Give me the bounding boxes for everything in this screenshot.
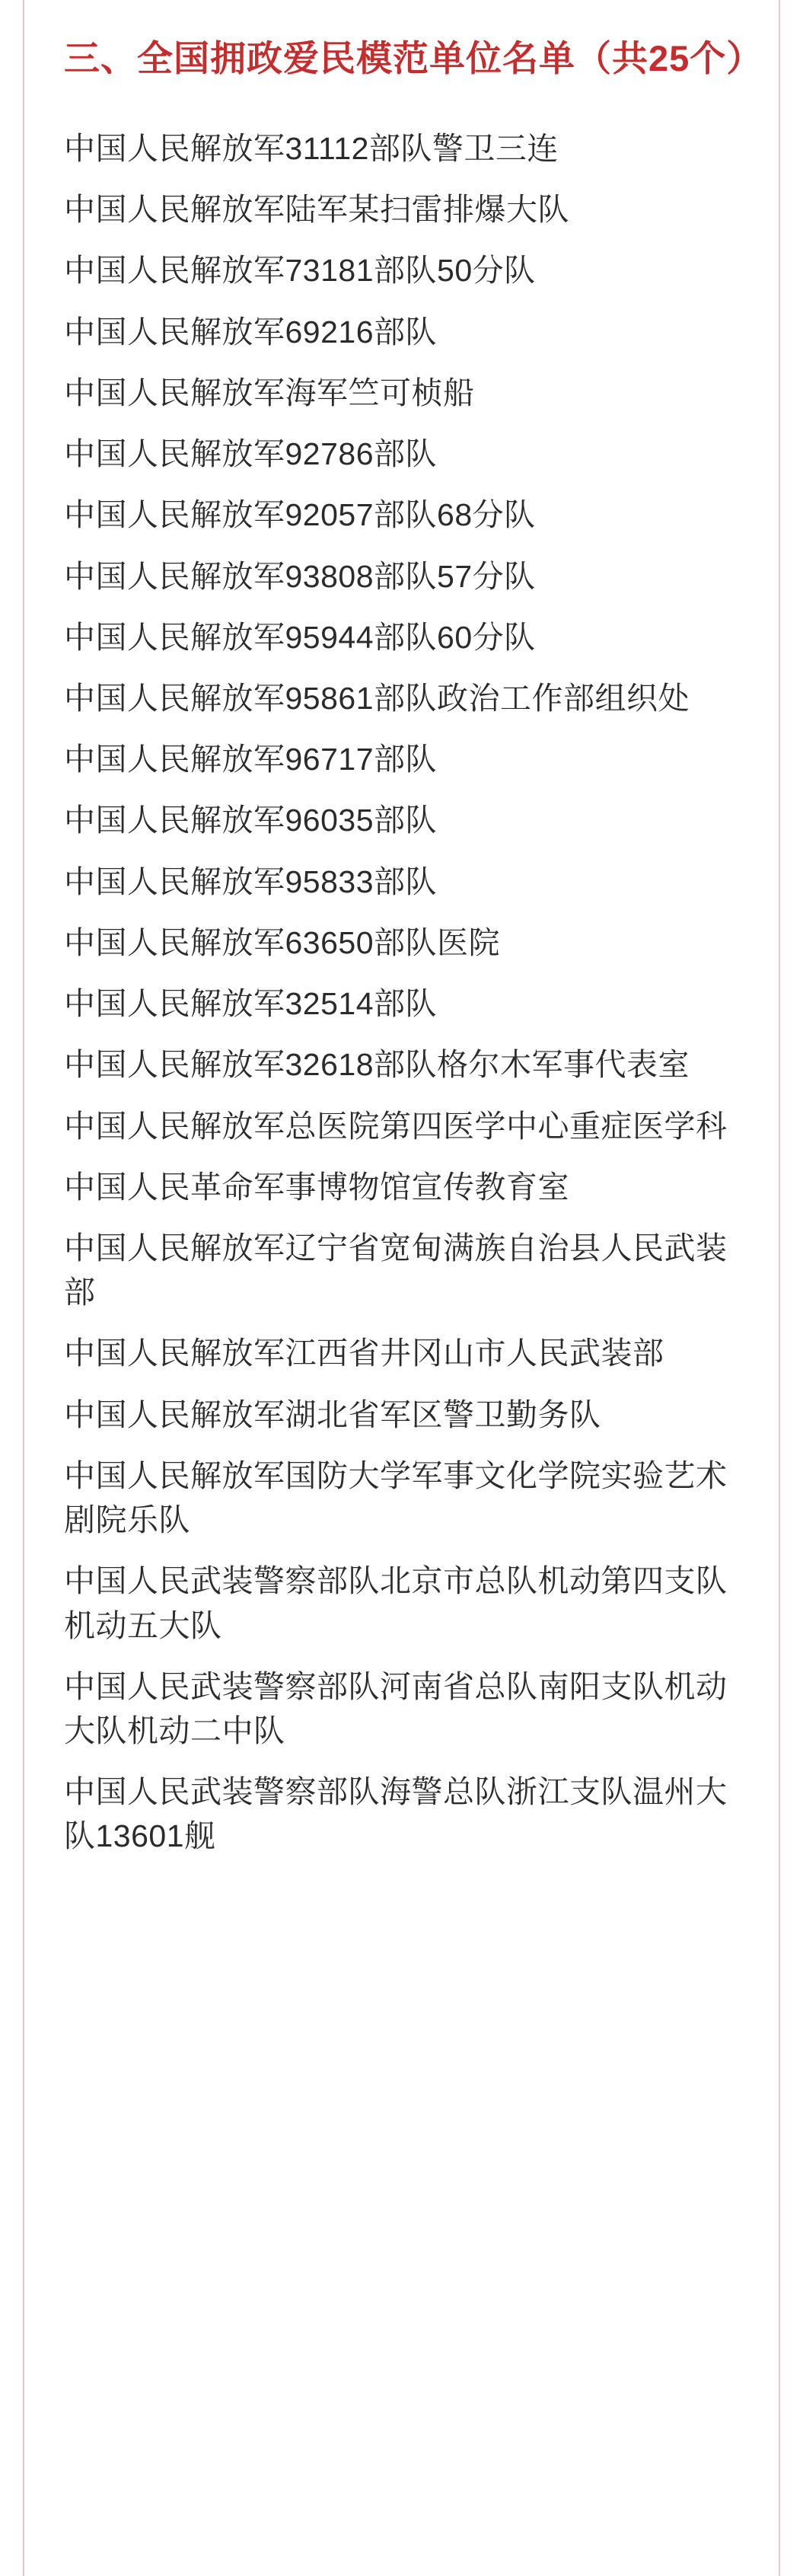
list-item: 中国人民解放军92786部队 [64, 436, 438, 472]
list-item: 中国人民解放军陆军某扫雷排爆大队 [64, 192, 569, 228]
list-item: 中国人民武装警察部队海警总队浙江支队温州大队13601舰 [64, 1774, 728, 1854]
list-item: 中国人民解放军95833部队 [64, 863, 438, 899]
list-item: 中国人民解放军海军竺可桢船 [64, 375, 475, 410]
list-item: 中国人民解放军31112部队警卫三连 [64, 131, 559, 167]
list-item: 中国人民解放军93808部队57分队 [64, 558, 536, 594]
list-item: 中国人民解放军69216部队 [64, 314, 438, 350]
list-item: 中国人民解放军辽宁省宽甸满族自治县人民武装部 [64, 1230, 728, 1310]
list-item: 中国人民解放军32618部队格尔木军事代表室 [64, 1047, 690, 1083]
list-item: 中国人民武装警察部队北京市总队机动第四支队机动五大队 [64, 1563, 728, 1643]
list-item: 中国人民解放军63650部队医院 [64, 924, 501, 960]
list-item: 中国人民武装警察部队河南省总队南阳支队机动大队机动二中队 [64, 1668, 728, 1748]
unit-name-list [64, 126, 747, 1859]
list-item: 中国人民解放军32514部队 [64, 986, 438, 1022]
list-item: 中国人民解放军江西省井冈山市人民武装部 [64, 1336, 664, 1371]
list-item: 中国人民解放军96035部队 [64, 803, 438, 838]
list-item: 中国人民革命军事博物馆宣传教育室 [64, 1169, 569, 1205]
list-item: 中国人民解放军95861部队政治工作部组织处 [64, 681, 690, 716]
list-item: 中国人民解放军总医院第四医学中心重症医学科 [64, 1108, 728, 1144]
list-item: 中国人民解放军湖北省军区警卫勤务队 [64, 1397, 601, 1432]
page-title: 三、全国拥政爱民模范单位名单（共25个） [64, 38, 763, 78]
list-item: 中国人民解放军73181部队50分队 [64, 253, 536, 289]
list-item: 中国人民解放军92057部队68分队 [64, 497, 536, 533]
list-item: 中国人民解放军国防大学军事文化学院实验艺术剧院乐队 [64, 1457, 728, 1538]
list-item: 中国人民解放军96717部队 [64, 742, 438, 777]
list-item: 中国人民解放军95944部队60分队 [64, 619, 536, 655]
